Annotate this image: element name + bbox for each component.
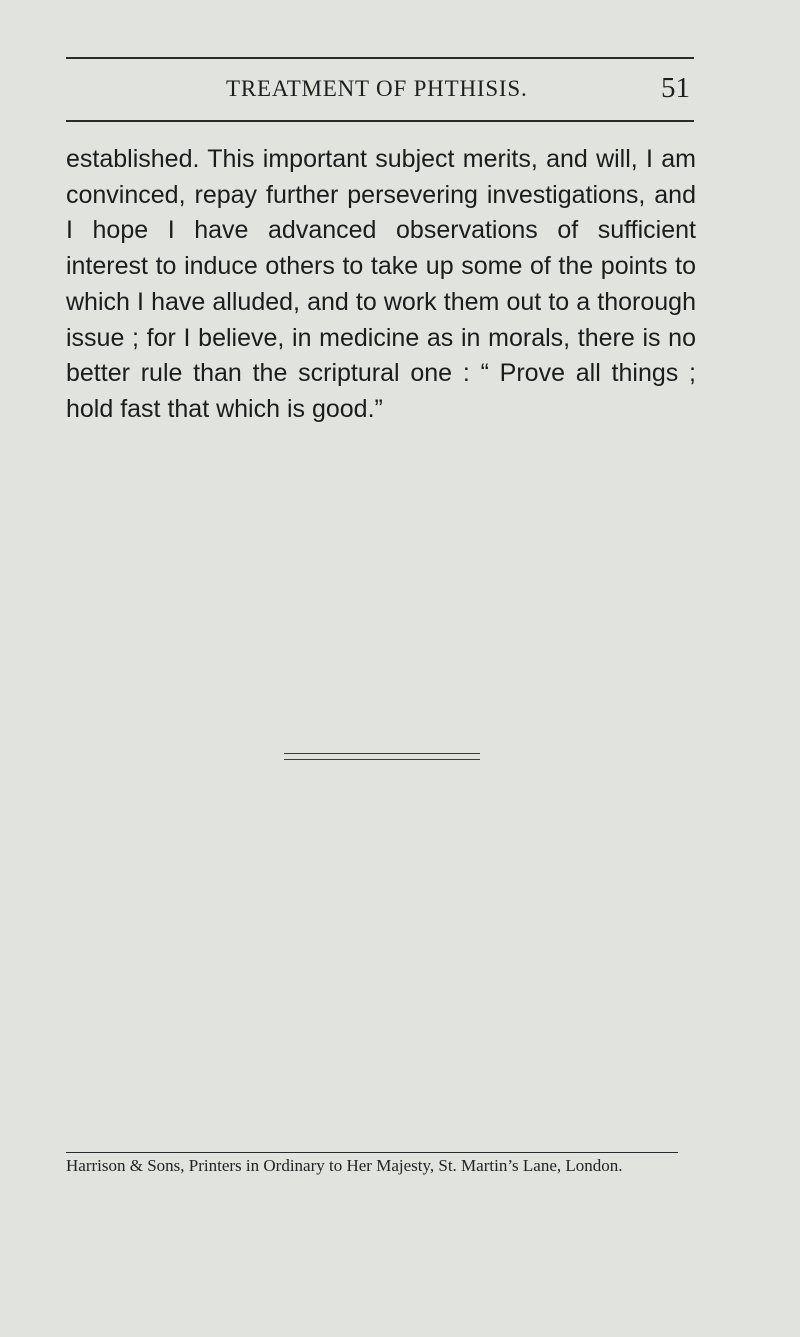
body-text — [66, 142, 696, 428]
header-rule — [66, 120, 694, 122]
section-end-double-rule — [284, 753, 480, 760]
imprint-rule — [66, 1152, 678, 1153]
page-number: 51 — [661, 72, 690, 104]
running-head — [66, 72, 694, 112]
top-rule — [66, 57, 694, 59]
printer-imprint: Harrison & Sons, Printers in Ordinary to Her Majesty, St. Martin’s Lane, London. — [66, 1156, 623, 1175]
body-paragraph: established. This important subject merits, and will, I am convinced, repay further persevering investigations, and I hope I have advanced observations of sufficient interest to induce others to take up some of the points to which I have alluded, and to work them out to a thorough issue ; for I believe, in medicine as in morals, there is no better rule than the scriptural one : “ Prove all things ; hold fast that which is good.” — [66, 145, 696, 423]
running-head-title: TREATMENT OF PHTHISIS. — [226, 76, 528, 101]
